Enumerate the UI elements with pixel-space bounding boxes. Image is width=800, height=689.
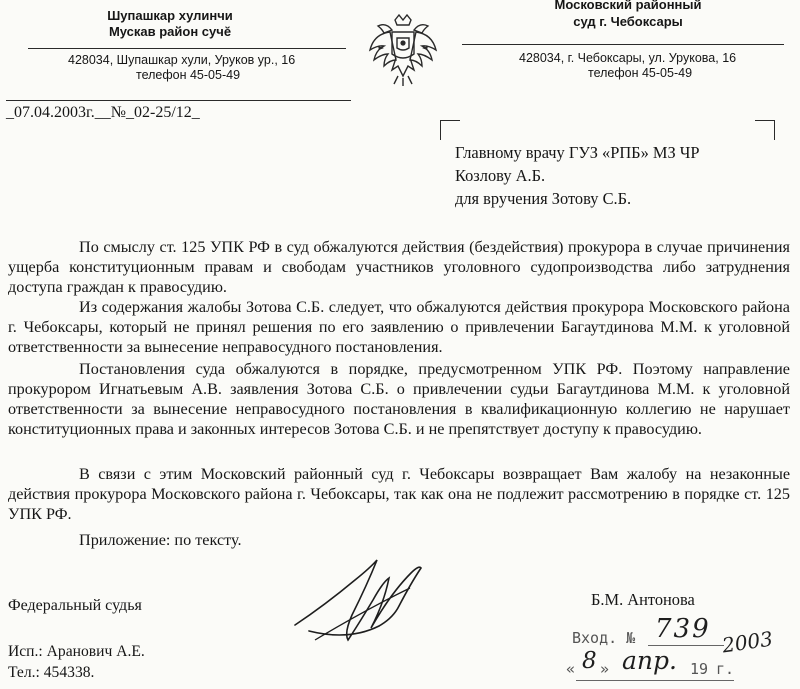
incoming-stamp-label: Вход. № <box>572 629 636 647</box>
incoming-stamp-quote-open: « <box>566 660 576 678</box>
right-header-rule <box>462 44 784 45</box>
incoming-stamp-year-suffix: г. <box>716 660 735 678</box>
outgoing-reference: _07.04.2003г.__№_02-25/12_ <box>6 104 200 121</box>
body-paragraph-1: По смыслу ст. 125 УПК РФ в суд обжалуются действия (бездействия) прокурора в случае причинения ущерба конституционным правам и свободам участников уголовного судопроизводства либо затруднения доступа граждан к правосудию. <box>8 238 790 296</box>
reference-rule <box>6 100 351 101</box>
executor-name: Исп.: Аранович А.Е. <box>8 643 145 660</box>
addressee-bracket-left-top <box>440 120 460 121</box>
incoming-stamp-date-rule <box>576 680 734 681</box>
executor-phone: Тел.: 454338. <box>8 664 95 681</box>
addressee-line2: Козлову А.Б. <box>455 166 546 185</box>
incoming-stamp-quote-close: » <box>600 660 610 678</box>
addressee-bracket-right-top <box>755 120 775 121</box>
right-court-title-line1: Московский районный <box>554 0 702 12</box>
body-paragraph-5: Приложение: по тексту. <box>79 531 242 549</box>
body-paragraph-3: Постановления суда обжалуются в порядке, предусмотренном УПК РФ. Поэтому направление прокурором Игнатьевым А.В. заявления Зотова С.Б. о привлечении судьи Багаутдинова М.М. к уголовной ответственности за вынесение неправосудного постановления в квалификационную коллегию не нарушает конституционных права и законных интересов Зотова С.Б. и не препятствует доступу к правосудию. <box>8 360 790 438</box>
addressee-bracket-right-side <box>774 120 775 140</box>
double-headed-eagle-icon <box>368 10 438 88</box>
addressee-bracket-left-side <box>440 120 441 140</box>
handwritten-signature <box>275 545 455 655</box>
left-header-rule <box>28 48 346 49</box>
incoming-stamp-month: апр. <box>622 646 677 675</box>
left-court-title-line1: Шупашкар хулинчи <box>107 8 233 23</box>
incoming-stamp-year-prefix: 19 <box>690 660 709 678</box>
incoming-stamp-year-handwritten: 2003 <box>720 626 775 658</box>
incoming-stamp-day: 8 <box>582 648 597 674</box>
incoming-stamp-number: 739 <box>655 614 711 644</box>
addressee-line1: Главному врачу ГУЗ «РПБ» МЗ ЧР <box>455 143 700 162</box>
addressee-line3: для вручения Зотову С.Б. <box>455 189 632 208</box>
left-court-phone: телефон 45-05-49 <box>136 68 241 82</box>
right-court-title-line2: суд г. Чебоксары <box>573 14 683 29</box>
body-paragraph-4: В связи с этим Московский районный суд г. Чебоксары возвращает Вам жалобу на незаконные действия прокурора Московского района г. Чебоксары, так как она не подлежит рассмотрению в порядке ст. 125 УПК РФ. <box>8 465 790 523</box>
body-paragraph-2: Из содержания жалобы Зотова С.Б. следует, что обжалуются действия прокурора Московского района г. Чебоксары, который не принял решения по его заявлению о привлечении Багаутдинова М.М. к уголовной ответственности за вынесение неправосудного постановления. <box>8 298 790 356</box>
left-court-address: 428034, Шупашкар хули, Уруков ур., 16 <box>68 53 296 67</box>
left-court-title-line2: Мускав район сучĕ <box>108 24 232 39</box>
right-court-phone: телефон 45-05-49 <box>588 66 693 80</box>
right-court-address: 428034, г. Чебоксары, ул. Урукова, 16 <box>519 51 737 65</box>
signatory-name: Б.М. Антонова <box>591 590 695 609</box>
signatory-position: Федеральный судья <box>8 597 142 614</box>
